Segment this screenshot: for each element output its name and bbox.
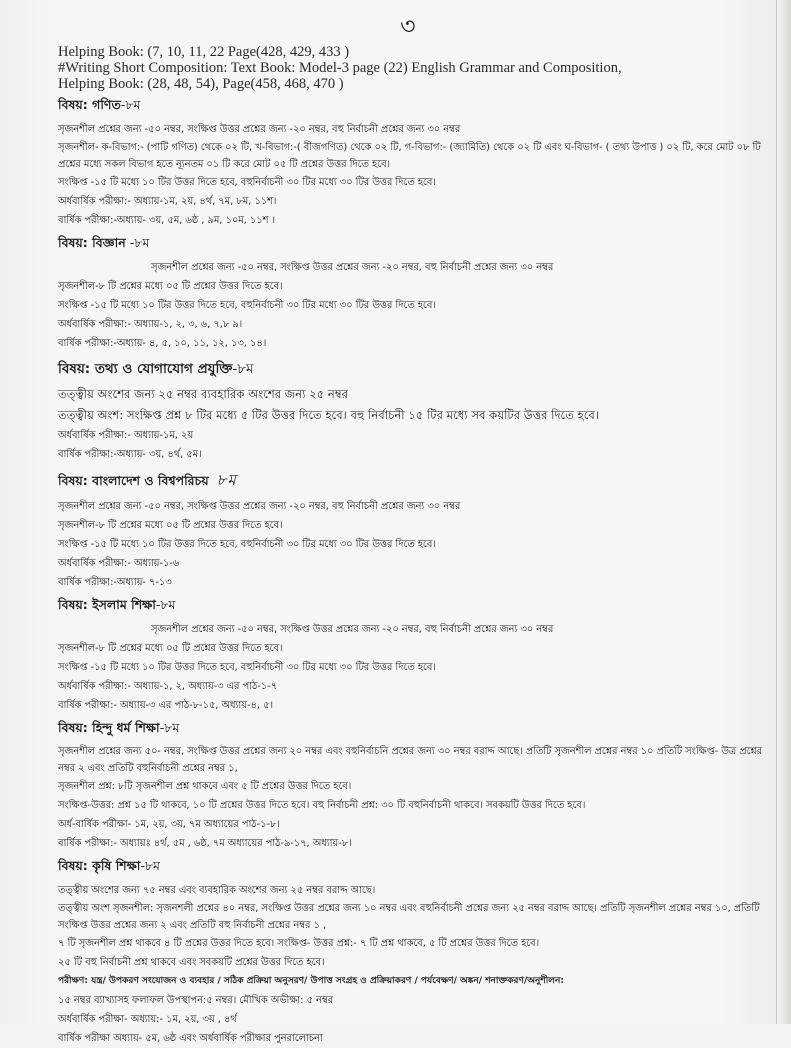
half-yearly-syllabus: অর্ধবার্ষিক পরীক্ষা:- অধ্যায়-১, ২, ৩, ৬, ৭,৮ ৯।	[58, 319, 243, 330]
mcq-rule: ২৫ টি বহু নির্বাচনী প্রশ্ন থাকবে এবং সবকয়টি প্রশ্নের উত্তর দিতে হবে।	[58, 957, 325, 968]
section-bgs	[58, 469, 758, 592]
marks-distribution: তত্ত্বীয় অংশের জন্য ২৫ নম্বর ব্যবহারিক অংশের জন্য ২৫ নম্বর	[58, 387, 349, 401]
annual-syllabus: বার্ষিক পরীক্ষা অধ্যায়- ৫ম, ৬ষ্ঠ এবং অর্ধবার্ষিক পরীক্ষার পুনরালোচনা	[58, 1033, 323, 1044]
short-mcq-rule: সংক্ষিপ্ত -১৫ টি মধ্যে ১০ টির উত্তর দিতে হবে, বহুনির্বাচনী ৩০ টির মধ্যে ৩০ টির উত্তর দিতে হবে।	[58, 662, 436, 673]
marks-distribution: সৃজনশীল প্রশ্নের জন্য -৫০ নম্বর, সংক্ষিপ্ত উত্তর প্রশ্নের জন্য -২০ নম্বর, বহু নির্বাচনী প্রশ্নের জন্য ৩০ নম্বর	[58, 501, 461, 512]
annual-syllabus: বার্ষিক পরীক্ষা:- অধ্যায়-৩ এর পাঠ-৮-১৫, অধ্যায়-৪, ৫।	[58, 700, 273, 711]
annual-syllabus: বার্ষিক পরীক্ষা:-অধ্যায়- ৭-১৩	[58, 577, 172, 588]
annual-syllabus: বার্ষিক পরীক্ষা:-অধ্যায়- ৩য়, ৫ম, ৬ষ্ঠ , ৯ম, ১০ম, ১১শ ।	[58, 215, 276, 226]
creative-question-rule: সৃজনশীল-৮ টি প্রশ্নের মধ্যে ০৫ টি প্রশ্নের উত্তর দিতে হবে।	[58, 643, 283, 654]
annual-syllabus: বার্ষিক পরীক্ষা:-অধ্যায়- ৩য়, ৪র্থ, ৫ম।	[58, 449, 202, 460]
section-agriculture	[58, 858, 758, 1048]
short-mcq-rule: সংক্ষিপ্ত-উত্তর: প্রশ্ন ১৫ টি থাকবে, ১০ টি প্রশ্নের উত্তর দিতে হবে। বহু নির্বাচনী প্রশ্ন: ৩০ টি বহুনির্বাচনী থাকবে। সবকয়টি উত্তর দিতে হবে।	[58, 800, 586, 811]
section-title: বিষয়: বাংলাদেশ ও বিশ্বপরিচয় ৮ম	[58, 471, 237, 489]
marks-distribution: সৃজনশীল প্রশ্নের জন্য -৫০ নম্বর, সংক্ষিপ্ত উত্তর প্রশ্নের জন্য -২০ নম্বর, বহু নির্বাচনী প্রশ্নের জন্য ৩০ নম্বর	[151, 262, 554, 273]
section-science	[58, 235, 758, 353]
creative-question-rule: সৃজনশীল-৮ টি প্রশ্নের মধ্যে ০৫ টি প্রশ্নের উত্তর দিতে হবে।	[58, 281, 283, 292]
half-yearly-syllabus: অর্ধবার্ষিক পরীক্ষা:- অধ্যায়-১ম, ২য়	[58, 430, 194, 441]
annual-syllabus: বার্ষিক পরীক্ষা:- অধ্যায়ঃ ৪র্থ, ৫ম , ৬ষ্ঠ, ৭ম অধ্যায়ের পাঠ-৯-১৭, অধ্যায়-৮।	[58, 838, 352, 849]
creative-question-rule: সৃজনশীল-৮ টি প্রশ্নের মধ্যে ০৫ টি প্রশ্নের উত্তর দিতে হবে।	[58, 520, 283, 531]
page-number: ৩	[400, 12, 416, 40]
section-islam	[58, 597, 758, 715]
creative-question-rule: সৃজনশীল- ক-বিভাগ:- (পাটি গণিত) থেকে ০২ টি, খ-বিভাগ:-( বীজগণিত) থেকে ০২ টি, গ-বিভাগ:- (জ্যামিতি) থেকে ০২ টি এবং ঘ-বিভাগ- ( তথ্য উপাত্ত ) ০২ টি, করে মোট ০৮ টি প্রশ্নের মধ্যে সকল বিভাগ হতে ন্যূনতম ০১ টি করে মোট ০৫ টি প্রশ্নের উত্তর দিতে হবে।	[58, 142, 761, 170]
annual-syllabus: বার্ষিক পরীক্ষা:-অধ্যায়- ৪, ৫, ১০, ১১, ১২, ১৩, ১৪।	[58, 338, 267, 349]
short-mcq-rule: সংক্ষিপ্ত -১৫ টি মধ্যে ১০ টির উত্তর দিতে হবে, বহুনির্বাচনী ৩০ টির মধ্যে ৩০ টির উত্তর দিতে হবে।	[58, 539, 436, 550]
half-yearly-syllabus: অর্ধবার্ষিক পরীক্ষা:- অধ্যায়-১ম, ২য়, ৪র্থ, ৭ম, ৮ম, ১১শ।	[58, 196, 277, 207]
marks-distribution: সৃজনশীল প্রশ্নের জন্য ৫০- নম্বর, সংক্ষিপ্ত উত্তর প্রশ্নের জন্য ২০ নম্বর এবং বহুনির্বাচনি প্রশ্নের জন্য ৩০ নম্বর বরাদ্দ আছে। প্রতিটি সৃজনশীল প্রশ্নের নম্বর ১০ প্রতিটি সংক্ষিপ্ত- উত্র প্রশ্নের নম্বর ২ এবং প্রতিটি বহুনির্বাচনী প্রশ্নের নম্বর ১,	[58, 746, 763, 774]
marks-distribution: তত্ত্বীয় অংশের জন্য ৭৫ নম্বর এবং ব্যবহারিক অংশের জন্য ২৫ নম্বর বরাদ্দ আছে।	[58, 885, 376, 896]
section-title: বিষয়: কৃষি শিক্ষা-৮ম	[58, 858, 161, 873]
theory-rule: তত্ত্বীয় অংশ সৃজনশীল: সৃজনশলী প্রশ্নের ৪০ নম্বর, সংক্ষিপ্ত উত্তর প্রশ্নের জন্য ১০ নম্বর এবং বহুনির্বাচনী প্রশ্নের জন্য ২৫ নম্বর বরাদ্দ আছে। প্রতিটি সৃজনশীল প্রশ্নের নম্বর ১০, প্রতিটি সংক্ষিপ্ত উত্তর প্রশ্নের জন্য ২ এবং প্রতিটি বহু নির্বাচনী প্রশ্নের নম্বর ১ ,	[58, 903, 760, 931]
practical-rule: পরীক্ষণ: যন্ত্র/ উপকরণ সংযোজন ও ব্যবহার / সঠিক প্রক্রিয়া অনুসরণ/ উপাত্ত সংগ্রহ ও প্রক্রিয়াকরণ / পর্যবেক্ষণ/ অঙ্কন/ শনাক্তকরণ/অনুশীলন:	[58, 976, 564, 986]
section-hindu	[58, 720, 763, 853]
half-yearly-syllabus: অর্ধবার্ষিক পরীক্ষা:- অধ্যায়-১, ২, অধ্যায়-৩ এর পাঠ-১-৭	[58, 681, 278, 692]
section-title: বিষয়: বিজ্ঞান -৮ম	[58, 235, 150, 250]
helping-book-line: Helping Book: (7, 10, 11, 22 Page(428, 429, 433 )	[58, 44, 350, 60]
section-math	[58, 97, 761, 230]
page-edge	[776, 0, 791, 1024]
half-yearly-syllabus: অর্ধবার্ষিক পরীক্ষা:- অধ্যায়-১-৬	[58, 558, 180, 569]
creative-question-rule: ৭ টি সৃজনশীল প্রশ্ন থাকবে ৪ টি প্রশ্নের উত্তর দিতে হবে। সংক্ষিপ্ত- উত্তর প্রশ্ন:- ৭ টি প্রশ্ন থাকবে, ৫ টি প্রশ্নের উত্তর দিতে হবে।	[58, 938, 540, 949]
half-yearly-syllabus: অর্ধ-বার্ষিক পরীক্ষা- ১ম, ২য়, ৩য়, ৭ম অধ্যায়ের পাঠ-১-৮।	[58, 819, 280, 830]
marks-distribution: সৃজনশীল প্রশ্নের জন্য -৫০ নম্বর, সংক্ষিপ্ত উত্তর প্রশ্নের জন্য -২০ নম্বর, বহু নির্বাচনী প্রশ্নের জন্য ৩০ নম্বর	[151, 624, 554, 635]
section-title: বিষয়: তথ্য ও যোগাযোগ প্রযুক্তি-৮ম	[58, 361, 254, 377]
section-ict	[58, 358, 758, 464]
theory-rule: তত্ত্বীয় অংশ: সংক্ষিপ্ত প্রশ্ন ৮ টির মধ্যে ৫ টির উত্তর দিতে হবে। বহু নির্বাচনী ১৫ টির মধ্যে সব কয়টির উত্তর দিতে হবে।	[58, 408, 599, 422]
helping-book-line-2: Helping Book: (28, 48, 54), Page(458, 468, 470 )	[58, 76, 344, 92]
short-mcq-rule: সংক্ষিপ্ত -১৫ টি মধ্যে ১০ টির উত্তর দিতে হবে, বহুনির্বাচনী ৩০ টির মধ্যে ৩০ টির উত্তর দিতে হবে।	[58, 300, 436, 311]
document-body	[58, 44, 763, 1048]
section-title: বিষয়: হিন্দু ধর্ম শিক্ষা-৮ম	[58, 720, 180, 735]
writing-composition-line: #Writing Short Composition: Text Book: Model-3 page (22) English Grammar and Composition,	[58, 60, 622, 76]
half-yearly-syllabus: অর্ধবার্ষিক পরীক্ষা- অধ্যায়:- ১ম, ২য়, ৩য় , ৪র্থ	[58, 1014, 237, 1025]
practical-marks: ১৫ নম্বর ব্যাখ্যাসহ ফলাফল উপস্থাপন:৫ নম্বর। মৌখিক অভীক্ষা: ৫ নম্বর	[58, 995, 333, 1006]
handwritten-note: ৮ম	[216, 471, 237, 489]
section-title: বিষয়: ইসলাম শিক্ষা-৮ম	[58, 597, 176, 612]
short-mcq-rule: সংক্ষিপ্ত -১৫ টি মধ্যে ১০ টির উত্তর দিতে হবে, বহুনির্বাচনী ৩০ টির মধ্যে ৩০ টির উত্তর দিতে হবে।	[58, 177, 436, 188]
section-title: বিষয়: গণিত-৮ম	[58, 97, 141, 112]
creative-question-rule: সৃজনশীল প্রশ্ন: ৮টি সৃজনশীল প্রশ্ন থাকবে এবং ৫ টি প্রশ্নের উত্তর দিতে হবে।	[58, 781, 352, 792]
marks-distribution: সৃজনশীল প্রশ্নের জন্য -৫০ নম্বর, সংক্ষিপ্ত উত্তর প্রশ্নের জন্য -২০ নম্বর, বহু নির্বাচনী প্রশ্নের জন্য ৩০ নম্বর	[58, 124, 461, 135]
